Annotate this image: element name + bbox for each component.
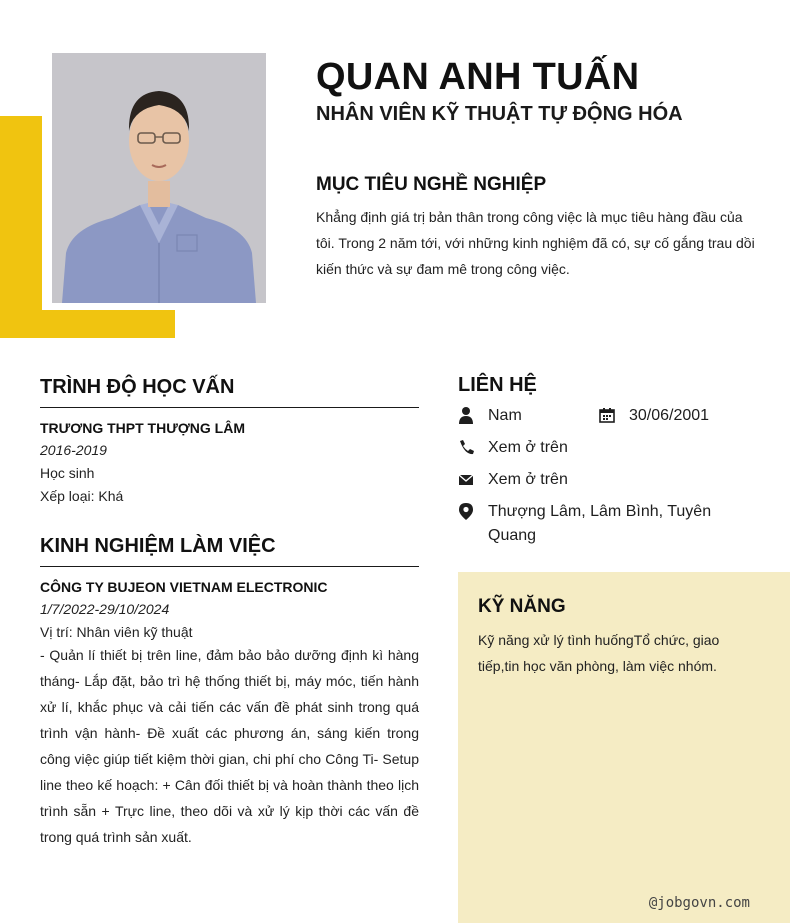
job-title: NHÂN VIÊN KỸ THUẬT TỰ ĐỘNG HÓA: [316, 103, 683, 125]
gender-value: Nam: [488, 407, 522, 424]
email-value[interactable]: Xem ở trên: [488, 471, 568, 488]
experience-heading: KINH NGHIỆM LÀM VIỆC: [40, 535, 276, 557]
experience-period: 1/7/2022-29/10/2024: [40, 601, 170, 617]
birthday-value: 30/06/2001: [629, 407, 710, 424]
candidate-name: QUAN ANH TUẤN: [316, 56, 640, 98]
education-role: Học sinh: [40, 465, 95, 481]
experience-position: Vị trí: Nhân viên kỹ thuật: [40, 624, 193, 640]
skills-panel: [458, 572, 790, 923]
calendar-icon: [599, 406, 615, 424]
contact-phone: [458, 436, 568, 460]
skills-text: Kỹ năng xử lý tình huốngTổ chức, giao tiếp,tin học văn phòng, làm việc nhóm.: [478, 632, 720, 674]
phone-value[interactable]: Xem ở trên: [488, 439, 568, 456]
contact-address: [458, 500, 718, 548]
mail-icon: [458, 470, 474, 488]
contact-heading: LIÊN HỆ: [458, 374, 537, 396]
contact-birthday: [599, 404, 709, 428]
objective-text: Khẳng định giá trị bản thân trong công việc là mục tiêu hàng đầu của tôi. Trong 2 năm tới, với những kinh nghiệm đã có, sự cố gắng trau dồi kiến thức và sự đam mê trong công việc.: [316, 209, 755, 277]
address-value: Thượng Lâm, Lâm Bình, Tuyên Quang: [488, 503, 712, 544]
experience-description: - Quản lí thiết bị trên line, đảm bảo bảo dưỡng định kì hàng tháng- Lắp đặt, bảo trì hệ thống thiết bị, máy móc, tiến hành xử lí, khắc phục và cải tiến các vấn đề phát sinh trong quá trình vận hành- Đề xuất các phương án, sáng kiến trong công việc giúp tiết kiệm thời gian, chi phí cho Công Ti- Setup line theo kế hoạch: + Cân đối thiết bị và hoàn thành theo lịch trình sẵn + Trực line, theo dõi và xử lý kịp thời các vấn đề trong quá trình sản xuất.: [40, 647, 419, 845]
experience-divider: [40, 566, 419, 567]
contact-email: [458, 468, 568, 492]
watermark: @jobgovn.com: [648, 895, 750, 911]
skills-heading: KỸ NĂNG: [478, 596, 566, 617]
education-grade: Xếp loại: Khá: [40, 488, 124, 504]
education-divider: [40, 407, 419, 408]
education-heading: TRÌNH ĐỘ HỌC VẤN: [40, 376, 235, 398]
person-icon: [458, 406, 474, 424]
education-school: TRƯƠNG THPT THƯỢNG LÂM: [40, 420, 245, 436]
objective-heading: MỤC TIÊU NGHỀ NGHIỆP: [316, 174, 547, 195]
location-pin-icon: [458, 502, 474, 520]
experience-section: [40, 535, 419, 850]
profile-photo: [52, 53, 266, 303]
contact-gender: [458, 404, 522, 428]
education-period: 2016-2019: [40, 442, 107, 458]
phone-icon: [458, 438, 474, 456]
education-section: [40, 376, 419, 504]
experience-company: CÔNG TY BUJEON VIETNAM ELECTRONIC: [40, 579, 328, 595]
